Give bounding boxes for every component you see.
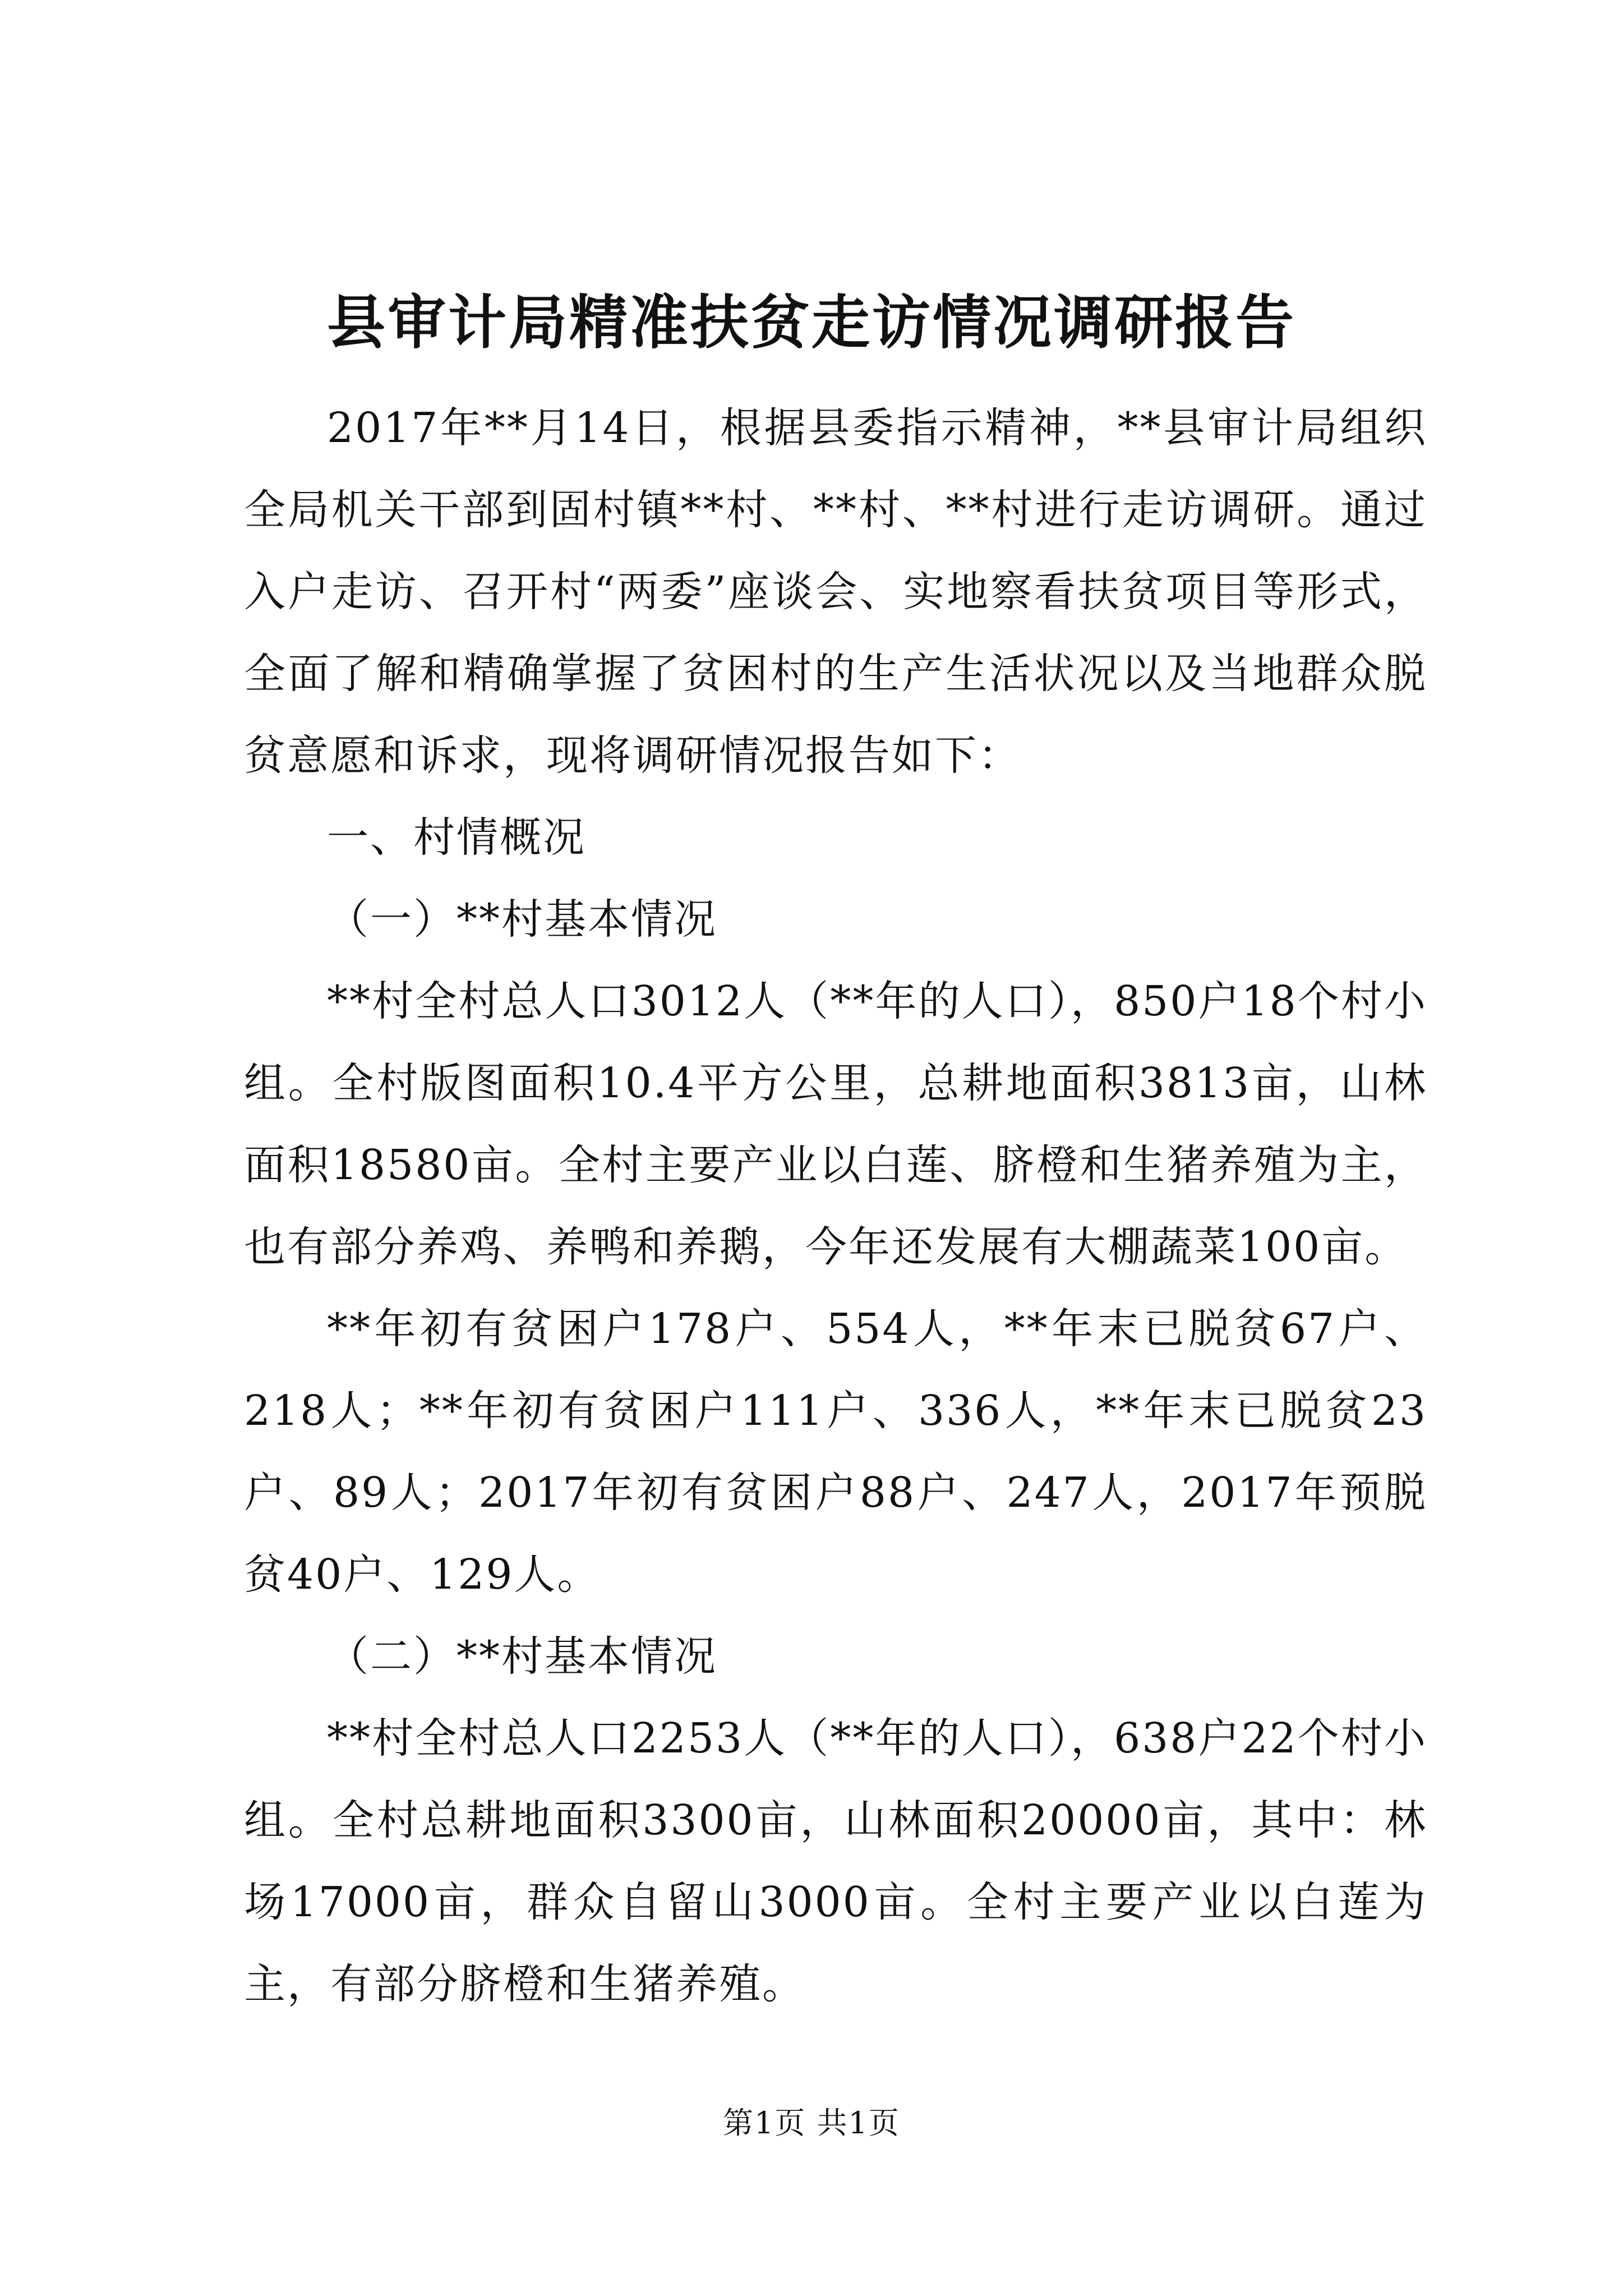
intro-paragraph: 2017年**月14日，根据县委指示精神，**县审计局组织全局机关干部到固村镇**村、**村、**村进行走访调研。通过入户走访、召开村“两委”座谈会、实地察看扶贫项目等形式，全面了解和精确掌握了贫困村的生产生活状况以及当地群众脱贫意愿和诉求，现将调研情况报告如下：: [244, 404, 1427, 780]
section-heading-village-overview: 一、村情概况: [327, 813, 586, 862]
document-title: 县审计局精准扶贫走访情况调研报告: [326, 288, 1296, 357]
subsection-heading-village-1: （一）**村基本情况: [327, 895, 717, 944]
document-body: [244, 387, 1427, 2025]
village-1-profile-paragraph: **村全村总人口3012人（**年的人口），850户18个村小组。全村版图面积10.4平方公里，总耕地面积3813亩，山林面积18580亩。全村主要产业以白莲、脐橙和生猪养殖为主，也有部分养鸡、养鸭和养鹅，今年还发展有大棚蔬菜100亩。: [244, 977, 1427, 1271]
village-2-profile-paragraph: **村全村总人口2253人（**年的人口），638户22个村小组。全村总耕地面积3300亩，山林面积20000亩，其中：林场17000亩，群众自留山3000亩。全村主要产业以白莲为主，有部分脐橙和生猪养殖。: [244, 1714, 1427, 2008]
village-1-poverty-paragraph: **年初有贫困户178户、554人，**年末已脱贫67户、218人；**年初有贫困户111户、336人，**年末已脱贫23户、89人；2017年初有贫困户88户、247人，2017年预脱贫40户、129人。: [244, 1305, 1427, 1599]
page-footer: 第1页 共1页: [723, 2105, 900, 2141]
subsection-heading-village-2: （二）**村基本情况: [327, 1632, 717, 1681]
